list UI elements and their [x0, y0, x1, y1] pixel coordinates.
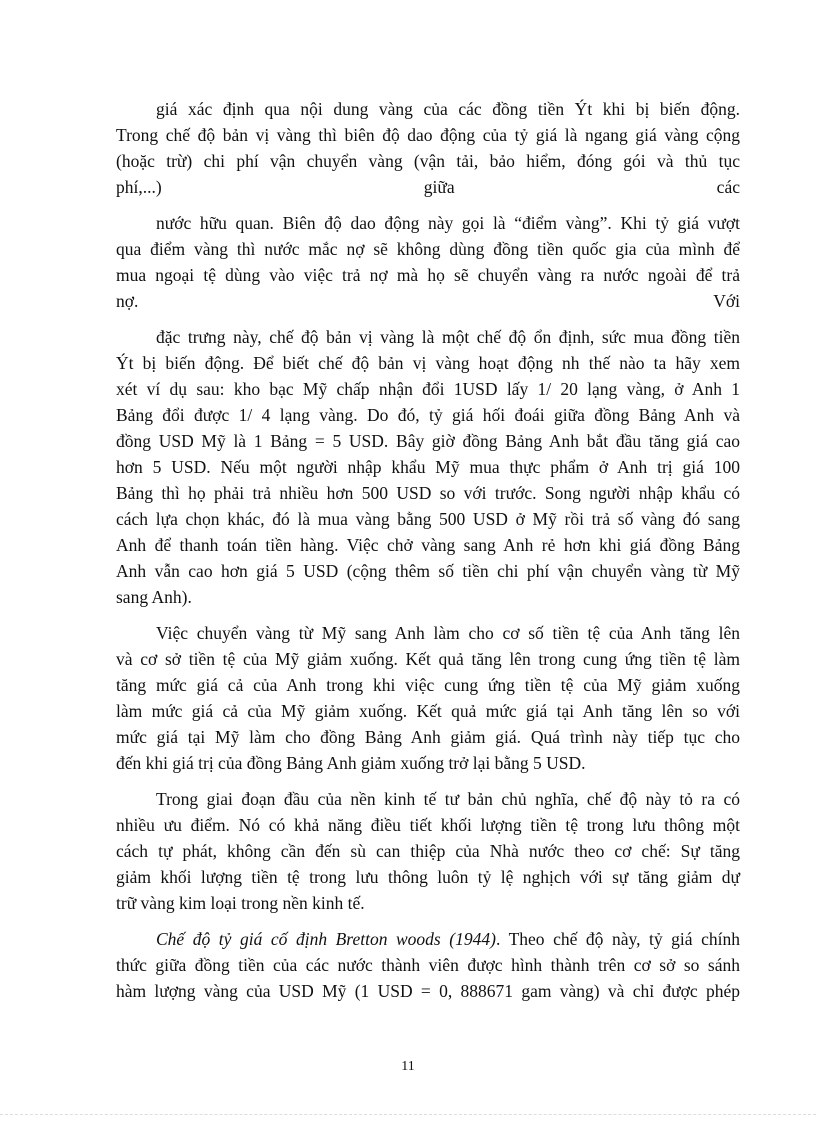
text-word: phí,...) — [116, 177, 162, 197]
text-word: giữa — [423, 177, 455, 197]
paragraph — [116, 926, 740, 1004]
text-word: nợ. — [116, 291, 139, 311]
paragraph — [116, 786, 740, 916]
text-line: đặc trưng này, chế độ bản vị vàng là một chế độ ổn định, sức mua đồng tiền — [156, 327, 740, 347]
text-line: giảm khối lượng tiền tệ trong lưu thông luôn tỷ lệ nghịch với sự tăng giảm dự — [116, 867, 740, 887]
text-line: đến khi giá trị của đồng Bảng Anh giảm xuống trở lại bằng 5 USD. — [116, 753, 586, 773]
text-line: cách lựa chọn khác, đó là mua vàng bằng 500 USD ở Mỹ rồi trả số vàng đó sang — [116, 509, 740, 529]
text-line: và cơ sở tiền tệ của Mỹ giảm xuống. Kết quả tăng lên trong cung ứng tiền tệ làm — [116, 649, 740, 669]
text-line: hàm lượng vàng của USD Mỹ (1 USD = 0, 888671 gam vàng) và chỉ được phép — [116, 981, 740, 1001]
text-line: Anh vẫn cao hơn giá 5 USD (cộng thêm số tiền chi phí vận chuyển vàng từ Mỹ — [116, 561, 740, 581]
text-line: xét ví dụ sau: kho bạc Mỹ chấp nhận đổi 1USD lấy 1/ 20 lạng vàng, ở Anh 1 — [116, 379, 740, 399]
text-line: Trong giai đoạn đầu của nền kinh tế tư bản chủ nghĩa, chế độ này tỏ ra có — [156, 789, 740, 809]
text-line: Anh để thanh toán tiền hàng. Việc chở vàng sang Anh rẻ hơn khi giá đồng Bảng — [116, 535, 740, 555]
text-line: đồng USD Mỹ là 1 Bảng = 5 USD. Bây giờ đồng Bảng Anh bắt đầu tăng giá cao — [116, 431, 740, 451]
text-line: Ýt bị biến động. Để biết chế độ bản vị vàng hoạt động nh thế nào ta hãy xem — [116, 353, 740, 373]
text-line: Bảng đổi được 1/ 4 lạng vàng. Do đó, tỷ giá hối đoái giữa đồng Bảng Anh và — [116, 405, 740, 425]
paragraph — [116, 96, 740, 200]
text-line — [116, 174, 740, 200]
text-line — [116, 926, 740, 952]
text-word: các — [716, 177, 740, 197]
page-divider — [0, 1114, 816, 1115]
text-line: trữ vàng kim loại trong nền kinh tế. — [116, 893, 365, 913]
italic-heading: Chế độ tỷ giá cố định Bretton woods (1944) — [156, 929, 496, 949]
text-line: mua ngoại tệ dùng vào việc trả nợ mà họ sẽ chuyển vàng ra nước ngoài để trả — [116, 265, 740, 285]
paragraph — [116, 620, 740, 776]
text-line: nước hữu quan. Biên độ dao động này gọi là “điểm vàng”. Khi tỷ giá vượt — [156, 213, 740, 233]
paragraph — [116, 324, 740, 610]
text-line — [116, 288, 740, 314]
text-line: Trong chế độ bản vị vàng thì biên độ dao động của tỷ giá là ngang giá vàng cộng — [116, 125, 740, 145]
text-line: thức giữa đồng tiền của các nước thành viên được hình thành trên cơ sở so sánh — [116, 955, 740, 975]
text-line: tăng mức giá cả của Anh trong khi việc cung ứng tiền tệ của Mỹ giảm xuống — [116, 675, 740, 695]
text-run: . Theo chế độ này, tỷ giá chính — [495, 929, 740, 949]
text-line: Việc chuyển vàng từ Mỹ sang Anh làm cho cơ số tiền tệ của Anh tăng lên — [156, 623, 740, 643]
text-line: Bảng thì họ phải trả nhiều hơn 500 USD so với trước. Song người nhập khẩu có — [116, 483, 740, 503]
text-line: giá xác định qua nội dung vàng của các đồng tiền Ýt khi bị biến động. — [156, 99, 740, 119]
paragraph — [116, 210, 740, 314]
page-number: 11 — [401, 1059, 415, 1074]
text-line: mức giá tại Mỹ làm cho đồng Bảng Anh giảm giá. Quá trình này tiếp tục cho — [116, 727, 740, 747]
text-line: làm mức giá cả của Mỹ giảm xuống. Kết quả mức giá tại Anh tăng lên so với — [116, 701, 740, 721]
document-page — [116, 96, 740, 1004]
text-line: cách tự phát, không cần đến sù can thiệp của Nhà nước theo cơ chế: Sự tăng — [116, 841, 740, 861]
text-line: sang Anh). — [116, 587, 192, 607]
text-line: qua điểm vàng thì nước mắc nợ sẽ không dùng đồng tiền quốc gia của mình để — [116, 239, 740, 259]
text-word: Với — [713, 291, 740, 311]
text-line: (hoặc trừ) chi phí vận chuyển vàng (vận tải, bảo hiểm, đóng gói và thủ tục — [116, 151, 740, 171]
text-line: hơn 5 USD. Nếu một người nhập khẩu Mỹ mua thực phẩm ở Anh trị giá 100 — [116, 457, 740, 477]
text-line: nhiều ưu điểm. Nó có khả năng điều tiết khối lượng tiền tệ trong lưu thông một — [116, 815, 740, 835]
